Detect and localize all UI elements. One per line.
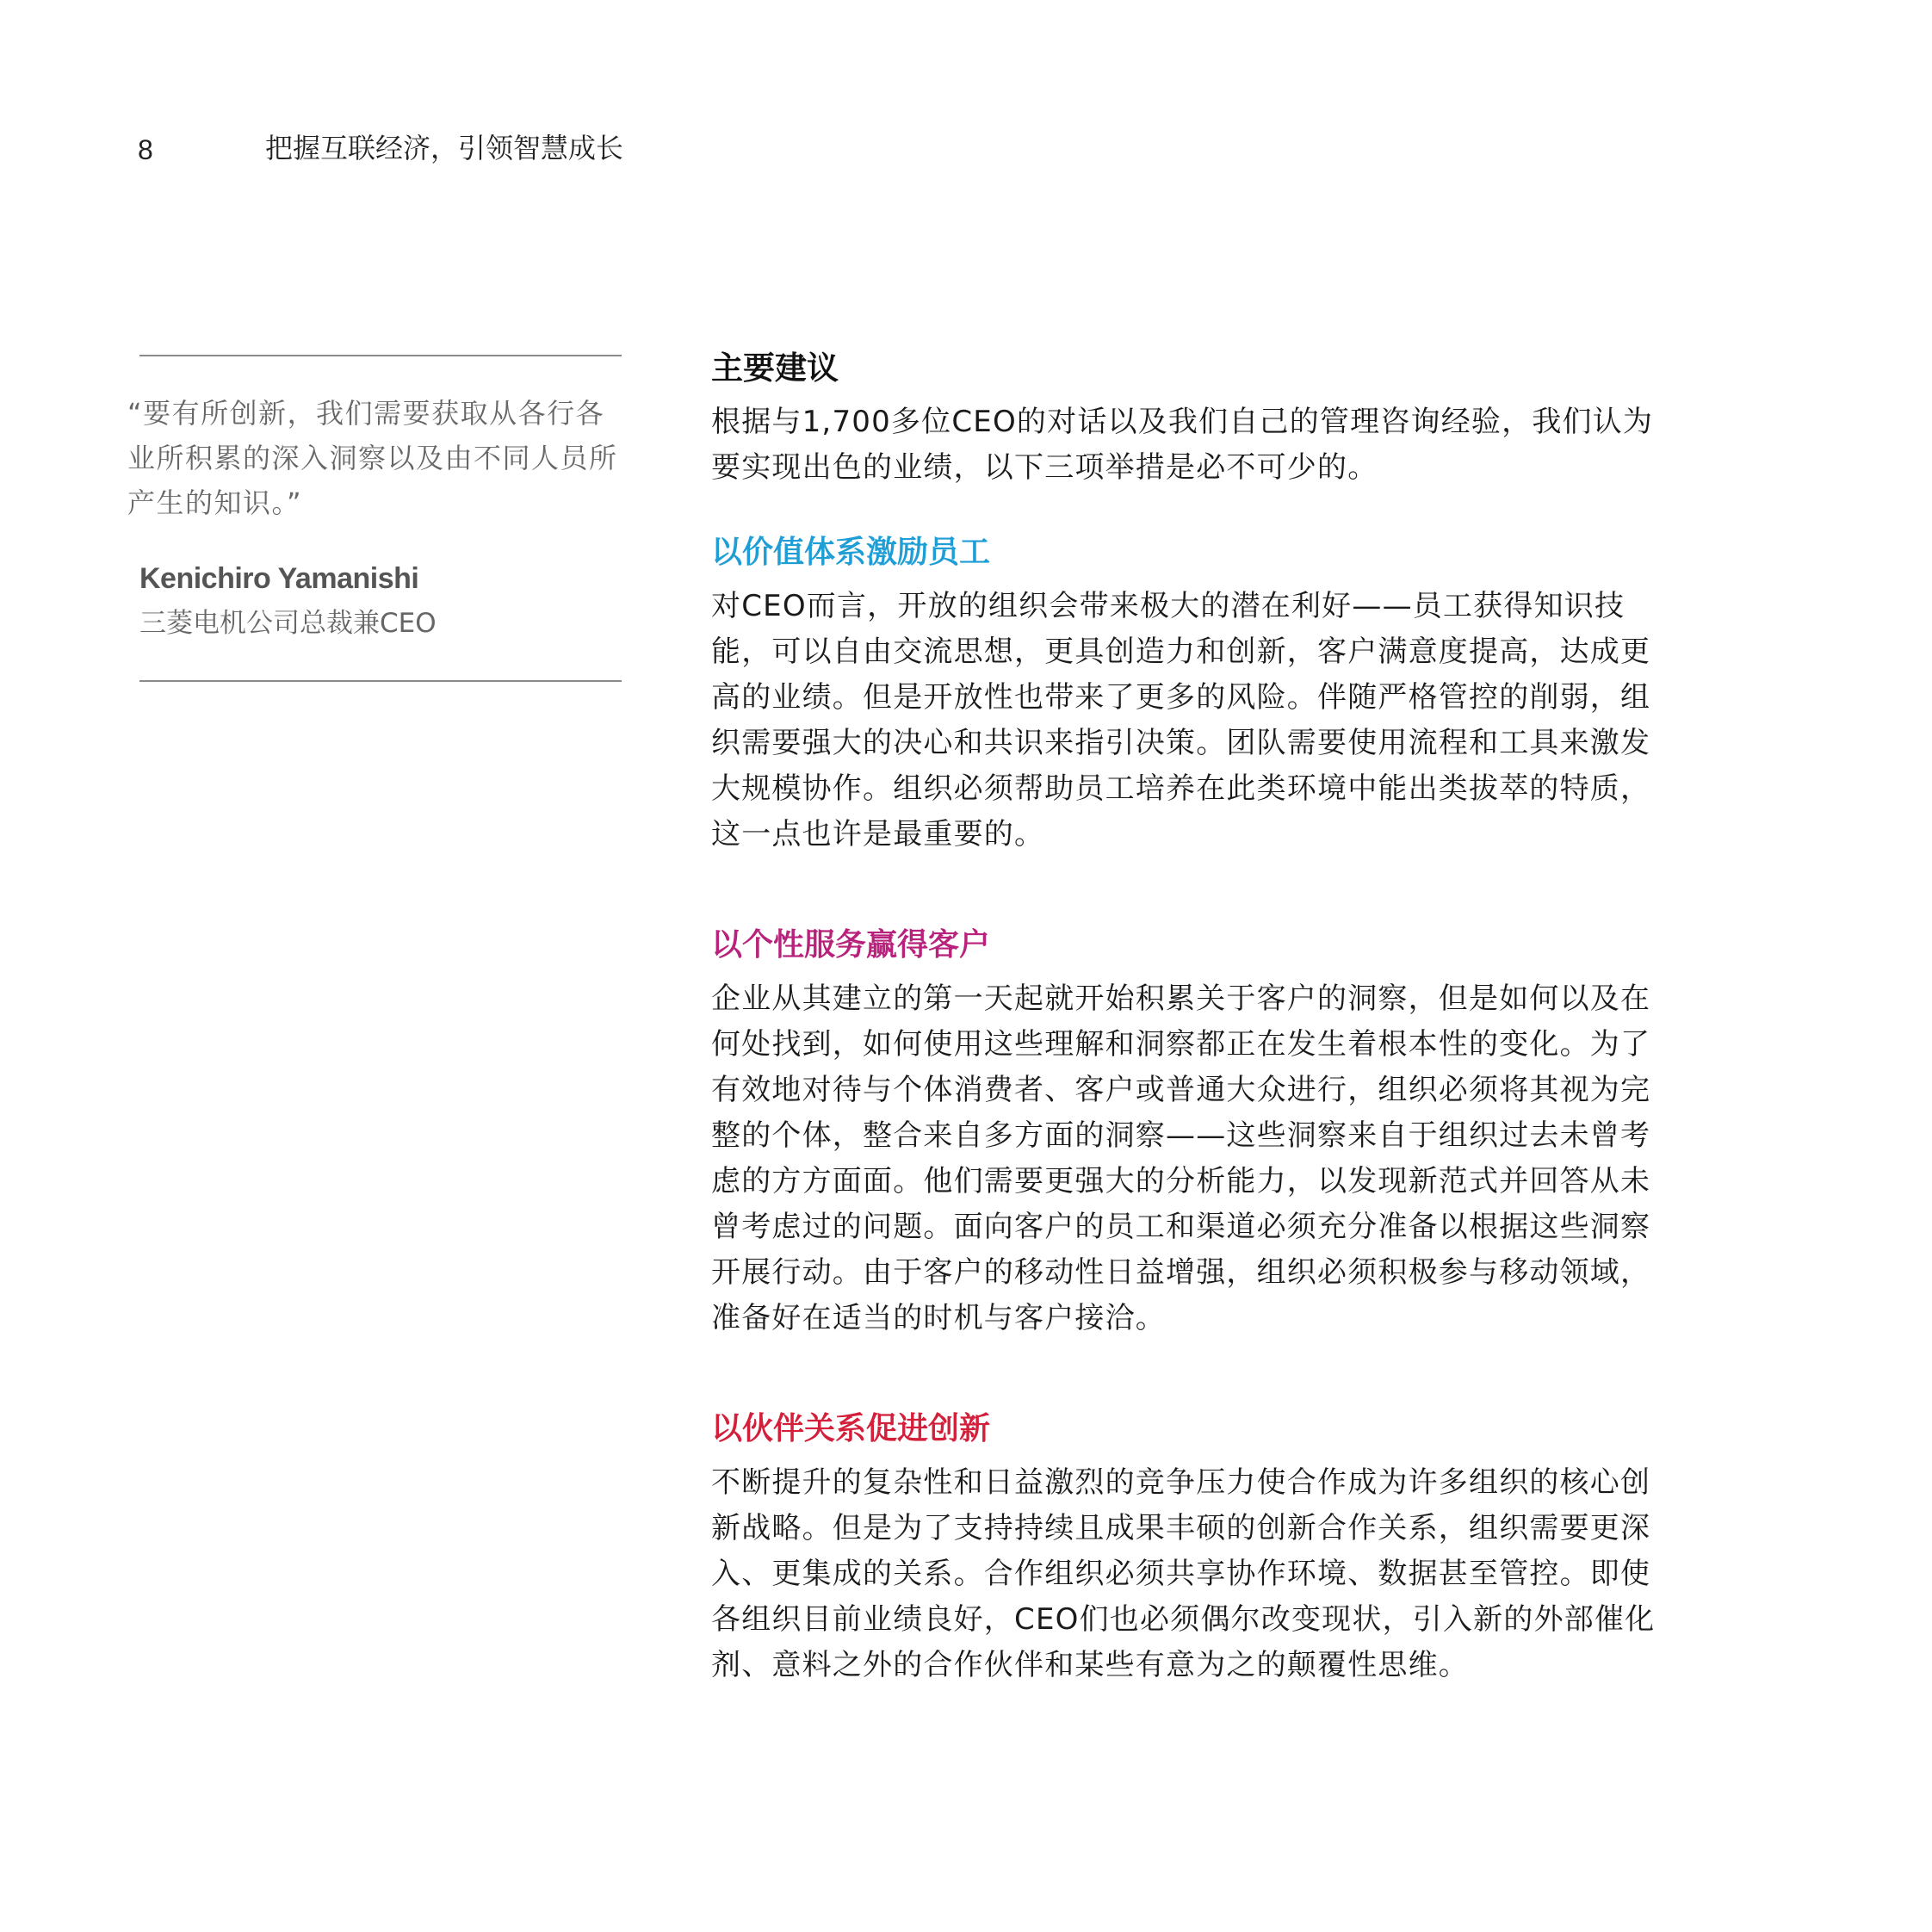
section-body-customers: 企业从其建立的第一天起就开始积累关于客户的洞察，但是如何以及在何处找到，如何使用这些理解和洞察都正在发生着根本性的变化。为了有效地对待与个体消费者、客户或普通大众进行，组织必须将其视为完整的个体，整合来自多方面的洞察——这些洞察来自于组织过去未曾考虑的方方面面。他们需要更强大的分析能力，以发现新范式并回答从未曾考虑过的问题。面向客户的员工和渠道必须充分准备以根据这些洞察开展行动。由于客户的移动性日益增强，组织必须积极参与移动领域，准备好在适当的时机与客户接洽。 [711,981,1651,1335]
section-heading-employees: 以价值体系激励员工 [711,535,991,570]
pull-quote-text: “要有所创新，我们需要获取从各行各业所积累的深入洞察以及由不同人员所产生的知识。” [127,397,618,519]
quote-author-role: 三菱电机公司总裁兼CEO [139,608,437,639]
running-title: 把握互联经济，引领智慧成长 [265,132,624,164]
section-body-employees: 对CEO而言，开放的组织会带来极大的潜在利好——员工获得知识技能，可以自由交流思想，更具创造力和创新，客户满意度提高，达成更高的业绩。但是开放性也带来了更多的风险。伴随严格管控的削弱，组织需要强大的决心和共识来指引决策。团队需要使用流程和工具来激发大规模协作。组织必须帮助员工培养在此类环境中能出类拔萃的特质，这一点也许是最重要的。 [711,589,1651,851]
section-customers [711,923,1675,1341]
section-body-partners: 不断提升的复杂性和日益激烈的竞争压力使合作成为许多组织的核心创新战略。但是为了支持持续且成果丰硕的创新合作关系，组织需要更深入、更集成的关系。合作组织必须共享协作环境、数据甚至管控。即使各组织目前业绩良好，CEO们也必须偶尔改变现状，引入新的外部催化剂、意料之外的合作伙伴和某些有意为之的颠覆性思维。 [711,1465,1656,1682]
main-column [711,346,1675,1688]
section-heading-partners: 以伙伴关系促进创新 [711,1411,991,1446]
section-partners [711,1407,1675,1688]
pull-quote-sidebar [127,355,622,682]
section-employees [711,530,1675,858]
sidebar-top-divider [139,355,622,356]
section-heading-customers: 以个性服务赢得客户 [711,927,991,963]
main-heading: 主要建议 [711,350,839,387]
page-number: 8 [138,134,153,165]
intro-paragraph: 根据与1,700多位CEO的对话以及我们自己的管理咨询经验，我们认为要实现出色的业绩，以下三项举措是必不可少的。 [711,405,1654,485]
quote-author: Kenichiro Yamanishi [139,562,419,595]
sidebar-bottom-divider [139,680,622,682]
